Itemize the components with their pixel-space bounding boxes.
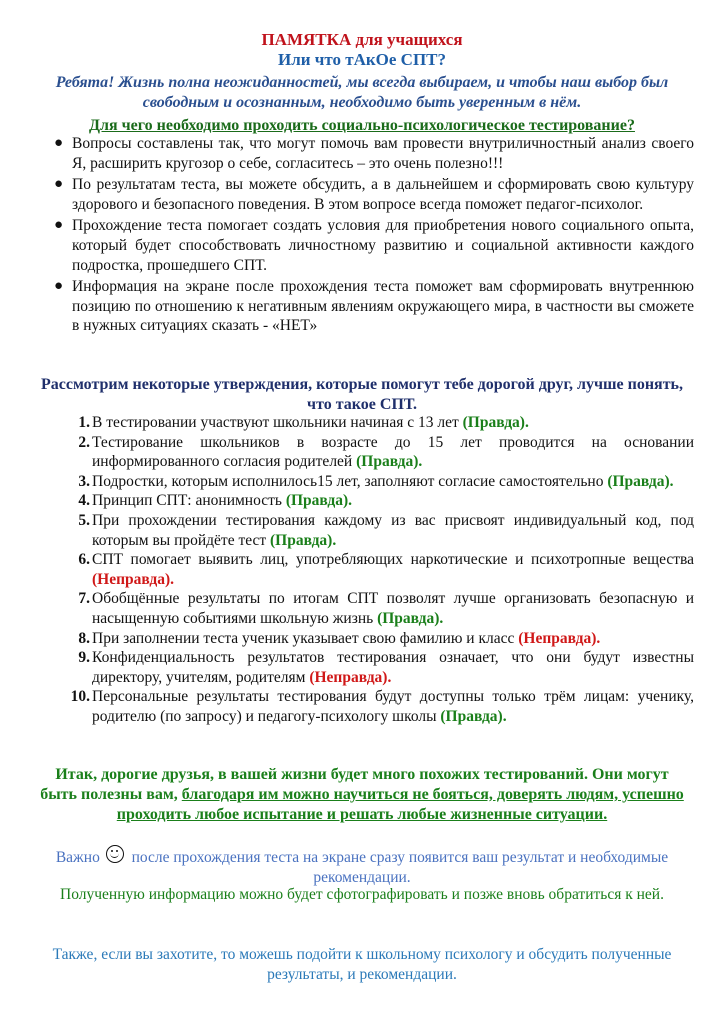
statement-text: Принцип СПТ: анонимность: [92, 492, 286, 510]
statement-number: 6.: [78, 551, 90, 569]
statement-number: 7.: [78, 590, 90, 608]
verdict-true: (Правда).: [270, 531, 337, 549]
reasons-list: [54, 134, 694, 338]
psychologist-note: Также, если вы захотите, то можешь подойти к школьному психологу и обсудить полученные результаты, и рекомендации.: [52, 946, 672, 983]
statement-number: 9.: [78, 649, 90, 667]
statement-number: 2.: [78, 433, 90, 451]
smiley-icon: [106, 845, 124, 863]
statement-item: [78, 550, 694, 589]
verdict-true: (Правда).: [440, 707, 507, 725]
important-text: после прохождения теста на экране сразу появится ваш результат и необходимые рекомендации.: [127, 849, 669, 886]
statement-text: СПТ помогает выявить лиц, употребляющих наркотические и психотропные вещества: [92, 551, 694, 569]
statement-number: 1.: [78, 414, 90, 431]
statement-number: 8.: [78, 629, 90, 647]
statement-item: [70, 687, 694, 726]
statement-text: При прохождении тестирования каждому из вас присвоят индивидуальный код, под которым вы пройдёте тест: [92, 511, 694, 549]
important-label: Важно: [55, 849, 100, 866]
statements-list: [70, 413, 694, 727]
conclusion-lead: Итак, дорогие друзья, в вашей жизни будет много похожих тестирований. Они могут быть полезны вам,: [40, 766, 669, 803]
list-item-text: Вопросы составлены так, что могут помочь вам провести внутриличностный анализ своего Я, расширить кругозор о себе, согласитесь – это очень полезно!!!: [72, 135, 694, 172]
statement-item: [78, 491, 694, 511]
list-item: [54, 216, 694, 275]
statement-text: Конфиденциальность результатов тестирования означает, что они будут известны директору, учителям, родителям: [92, 649, 694, 686]
verdict-false: (Неправда).: [518, 629, 601, 647]
statement-text: Персональные результаты тестирования будут доступны только трём лицам: ученику, родителю (по запросу) и педагогу-психологу школы: [92, 688, 694, 725]
verdict-true: (Правда).: [285, 492, 353, 510]
page-subtitle: Или что тАкОе СПТ?: [277, 50, 447, 69]
verdict-false: (Неправда).: [92, 570, 175, 588]
verdict-true: (Правда).: [356, 453, 423, 471]
intro-paragraph: Ребята! Жизнь полна неожиданностей, мы всегда выбираем, и чтобы наш выбор был свободным и осознанным, необходимо быть уверенным в нём.: [55, 74, 669, 111]
statement-item: [78, 648, 694, 687]
statement-item: [78, 413, 694, 433]
bullet-icon: ●: [54, 135, 64, 151]
bullet-icon: ●: [54, 176, 64, 193]
statement-number: 5.: [78, 511, 90, 529]
statement-number: 10.: [70, 688, 90, 706]
statement-text: Обобщённые результаты по итогам СПТ позволят лучше организовать безопасную и насыщенную событиями школьную жизнь: [92, 590, 694, 627]
bullet-icon: ●: [54, 278, 64, 295]
statement-number: 3.: [78, 472, 90, 490]
verdict-true: (Правда).: [462, 414, 529, 431]
statement-item: [78, 629, 694, 649]
statement-text: При заполнении теста ученик указывает свою фамилию и класс: [92, 629, 519, 647]
question-heading: Для чего необходимо проходить социально-психологическое тестирование?: [89, 117, 635, 134]
list-item-text: Информация на экране после прохождения теста поможет вам сформировать внутреннюю позицию по отношению к негативным явлениям окружающего мира, в частности вы сможете в нужных ситуациях сказать - «НЕТ»: [72, 278, 694, 335]
list-item: [54, 175, 694, 214]
conclusion-underlined: благодаря им можно научиться не бояться, доверять людям, успешно проходить любое испытание и решать любые жизненные ситуации.: [116, 786, 684, 823]
list-item-text: По результатам теста, вы можете обсудить, а в дальнейшем и сформировать свою культуру здорового и безопасного поведения. В этом вопросе всегда поможет педагог-психолог.: [72, 176, 694, 213]
statement-item: [78, 511, 694, 550]
statement-item: [78, 472, 694, 492]
verdict-true: (Правда).: [377, 609, 444, 627]
conclusion-paragraph: [40, 765, 684, 825]
verdict-true: (Правда).: [607, 472, 674, 490]
verdict-false: (Неправда).: [309, 668, 392, 686]
statements-heading: Рассмотрим некоторые утверждения, которые помогут тебе дорогой друг, лучше понять, что такое СПТ.: [40, 376, 684, 413]
statement-item: [78, 589, 694, 628]
list-item: [54, 134, 694, 173]
list-item: [54, 277, 694, 336]
photo-note: Полученную информацию можно будет сфотографировать и позже вновь обратиться к ней.: [60, 886, 664, 903]
statement-number: 4.: [78, 492, 90, 510]
important-note: [40, 845, 684, 888]
statement-item: [78, 433, 694, 472]
statement-text: В тестировании участвуют школьники начиная с 13 лет: [92, 414, 463, 431]
list-item-text: Прохождение теста помогает создать условия для приобретения нового социального опыта, который будет способствовать личностному развитию и социальной активности каждого подростка, прошедшего СПТ.: [72, 217, 694, 274]
statement-text: Подростки, которым исполнилось15 лет, заполняют согласие самостоятельно: [92, 472, 608, 490]
statement-text: Тестирование школьников в возрасте до 15 лет проводится на основании информированного согласия родителей: [92, 433, 694, 471]
page-title: ПАМЯТКА для учащихся: [261, 30, 463, 49]
bullet-icon: ●: [54, 217, 64, 234]
